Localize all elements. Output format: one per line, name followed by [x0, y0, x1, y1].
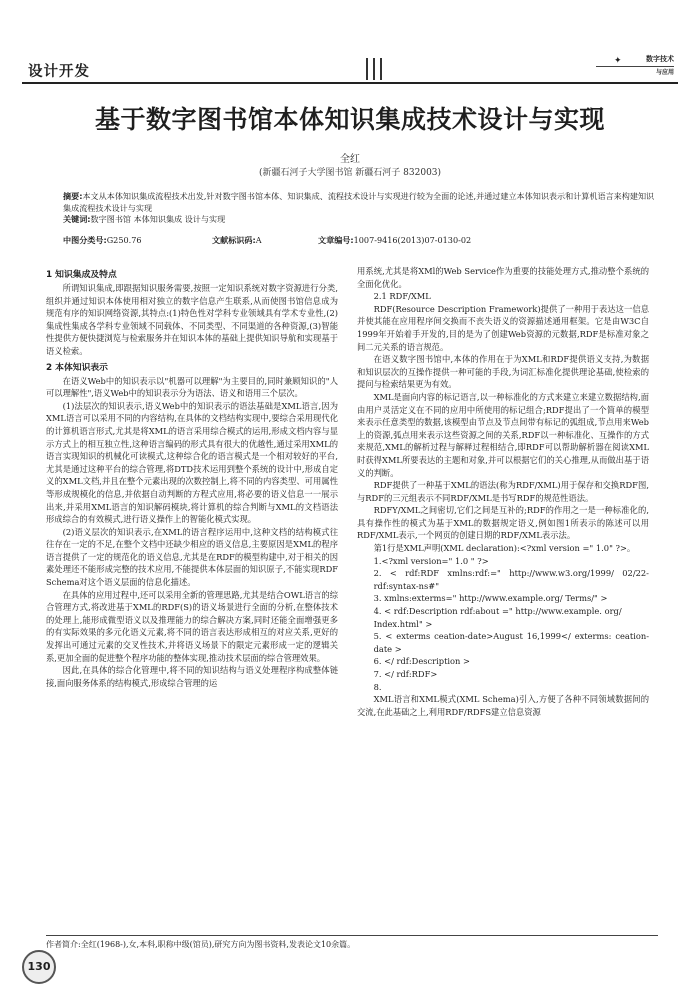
code-line: 5. < exterms ceation-date>August 16,1999</ exterms: ceation-date > [373, 631, 649, 654]
clc-label: 中图分类号: [63, 235, 107, 245]
paragraph: RDF(Resource Description Framework)提供了一种用于表达这一信息并使其能在应用程序间交换而不丧失语义的资源描述通用框架。它是由W3C自1999年开始着手开发的,目的是为了创建Web资源的元数据,RDF是标准对象之间二元关系的语言规范。 [357, 303, 649, 352]
paragraph: (1)法层次的知识表示,语义Web中的知识表示的语法基础是XML语言,因为XML语言可以采用不同的内容结构,在具体的文档结构实现中,要综合采用现代化的计算机语言形式,尤其是将XML的语言采用综合模式的运用,形成文档内容与显示方式上的相互独立性,这种语言编码的形式具有很大的优越性,通过采用XML的语言实现知识的机械化可读模式,这种综合化的语言模式是一个相对较好的平台,尤其是通过这种平台的综合管理,将DTD技术运用到整个系统的设计中,形成自定义的XML文档,并且在整个元素出现的次数控制上,将不同的内容类型、可用属性等形成规模化的信息,并依据自动判断的方程式应用,将必要的语义信息一一展示出来,并采用XML语言的知识解码模块,将计算机的综合判断与XML的文档语法形成综合的有效模式,进行语义操作上的智能化模式实现。 [46, 400, 338, 525]
clc-value: G250.76 [106, 235, 142, 245]
author: 全红 [340, 154, 360, 165]
paragraph: (2)语义层次的知识表示,在XML的语言程序运用中,这种文档的结构模式往往存在一定的不足,在整个文档中还缺少相应的语义信息,主要原因是XML的程序语言提供了一定的规范化的语义信息,尤其是在RDF的模型构建中,对于相关的因素处理还不能形成完整的技术应用,不能提供本体层面的知识原子,不能实现RDF Schema对这个语义层面的信息化描述。 [46, 526, 338, 588]
paragraph: 用系统,尤其是将XMl的Web Service作为重要的技能处理方式,推动整个系统的全面化优化。 [357, 266, 649, 289]
section-heading-1: 1 知识集成及特点 [46, 270, 117, 280]
header-divider-bars [364, 58, 386, 80]
keywords-label: 关键词: [63, 214, 91, 224]
abstract-block [46, 191, 656, 226]
section-name: 设计开发 [28, 64, 90, 80]
code-line: Index.html" > [373, 618, 433, 629]
code-line: 6. </ rdf:Description > [373, 656, 470, 667]
right-column [357, 265, 649, 718]
doc-label: 文献标识码: [212, 235, 256, 245]
art-label: 文章编号: [318, 235, 354, 245]
running-header [22, 55, 678, 84]
paragraph: 在语义数字图书馆中,本体的作用在于为XML和RDF提供语义支持,为数据和知识层次的互操作提供一种可能的手段,为词汇标准化提供理论基础,使检索的提问与检索结果更为有效。 [357, 354, 649, 390]
doc-value: A [255, 235, 262, 245]
article-number [318, 235, 471, 246]
paragraph: 在语义Web中的知识表示以"机器可以理解"为主要目的,同时兼顾知识的"人可以理解性",语义Web中的知识表示分为语法、语义和语用三个层次。 [46, 375, 338, 399]
paragraph: XML语言和XML模式(XML Schema)引入,方便了各种不同领域数据间的交流,在此基础之上,利用RDF/RDFS建立信息资源 [357, 694, 649, 717]
keywords-text: 数字图书馆 本体知识集成 设计与实现 [90, 214, 226, 224]
journal-logo-mark-icon: ✦ [614, 56, 622, 66]
author-footnote: 作者简介:全红(1968-),女,本科,职称中级(馆员),研究方向为图书资料,发表论文10余篇。 [46, 935, 658, 950]
abstract-text: 本文从本体知识集成流程技术出发,针对数字图书馆本体、知识集成、流程技术设计与实现进行较为全面的论述,并通过建立本体知识表示和计算机语言来构建知识集成流程技术设计与实现 [63, 191, 655, 213]
paragraph: XML是面向内容的标记语言,以一种标准化的方式来建立来建立数据结构,面由用户灵活定义在不同的应用中所使用的标记组合;RDF提出了一个简单的模型来表示任意类型的数据,该模型由节点及节点间带有标记的弧组成,节点用来Web上的资源,弧点用来表示这些资源之间的关系,RDF以一种标准化、互操作的方式来规范,XML的解析过程与解释过程相结合,即RDF可以帮助解析器在阅读XML时获得XML所要表达的主题和对象,并可以根据它们的关心推理,从而做出基于语义的判断。 [357, 391, 649, 478]
code-line: 3. xmlns:exterms=" http://www.example.org/ Terms/" > [373, 593, 608, 604]
section-heading-2: 2 本体知识表示 [46, 362, 108, 373]
logo-line2: 与应用 [596, 66, 674, 78]
paragraph: 所谓知识集成,即跟据知识服务需要,按照一定知识系统对数字资源进行分类,组织并通过知识本体使用相对独立的数字信息产生联系,从而使图书馆信息成为规范有序的知识网络资源,其特点:(1)特色性对学科专业领域具有学术专业性,(2)集成性集成各学科专业领域不同载体、不同类型、不同渠道的各种资源,(3)智能性提供方便快捷浏览与检索服务并在知识本体的基础上提供知识导航和实现基于语义检索。 [46, 283, 338, 356]
journal-logo [596, 54, 674, 82]
code-line: 8. [373, 681, 382, 692]
paragraph: 因此,在具体的综合化管理中,将不同的知识结构与语义处理程序构成整体链接,面向服务体系的结构模式,形成综合管理的运 [46, 665, 338, 688]
code-line: 2. < rdf:RDF xmlns:rdf:=" http://www.w3.org/1999/ 02/22- rdf:syntax-ns#" [373, 568, 649, 591]
document-code [212, 235, 262, 246]
paragraph: 第1行是XML声明(XML declaration):<?xml version =" 1.0" ?>。 [373, 543, 636, 554]
paragraph: RDFY/XML之间密切,它们之间是互补的;RDF的作用之一是一种标准化的,具有操作性的模式为基于XML的数据规定语义,例如图1所表示的陈述可以用RDF/XML表示,一个网页的创建日期的RDF/XML表示法。 [357, 505, 649, 541]
code-line: 1.<?xml version=" 1.0 " ?> [373, 555, 489, 566]
header-rule [22, 82, 678, 84]
left-column [46, 265, 338, 689]
paragraph: RDF提供了一种基于XML的语法(称为RDF/XML)用于保存和交换RDF图,与RDF的三元组表示不同RDF/XML是书写RDF的规范性语法。 [357, 480, 649, 503]
article-title: 基于数字图书馆本体知识集成技术设计与实现 [94, 105, 605, 134]
clc-number [63, 235, 142, 246]
art-value: 1007-9416(2013)07-0130-02 [353, 235, 472, 245]
abstract [46, 191, 656, 214]
paragraph: 在具体的应用过程中,还可以采用全新的管理思路,尤其是结合OWL语言的综合管理方式,将改进基于XML的RDF(S)的语义场景进行全面的分析,在整体技术的处理上,能形成微型语义以及推理能力的综合解决方案,同时还能全面增强更多的有实际效果的多元化语义元素,将不同的语言表达形成相互的对应关系,更好的发挥出可通过元素的交叉性技术,并将语义场景下的限定元素形成一定的逻辑关系,更加全面的促进整个程序功能的整体实现,推动技术层面的综合管理效果。 [46, 589, 338, 663]
abstract-label: 摘要: [63, 191, 83, 201]
code-line: 7. </ rdf:RDF> [373, 669, 438, 679]
page-number: 130 [22, 950, 56, 984]
subsection-heading: 2.1 RDF/XML [373, 291, 431, 302]
logo-line1: 数字技术 [646, 55, 674, 63]
keywords [46, 214, 656, 226]
affiliation: (新疆石河子大学图书馆 新疆石河子 832003) [258, 168, 442, 178]
code-line: 4. < rdf:Description rdf:about =" http://www.example. org/ [373, 606, 622, 617]
